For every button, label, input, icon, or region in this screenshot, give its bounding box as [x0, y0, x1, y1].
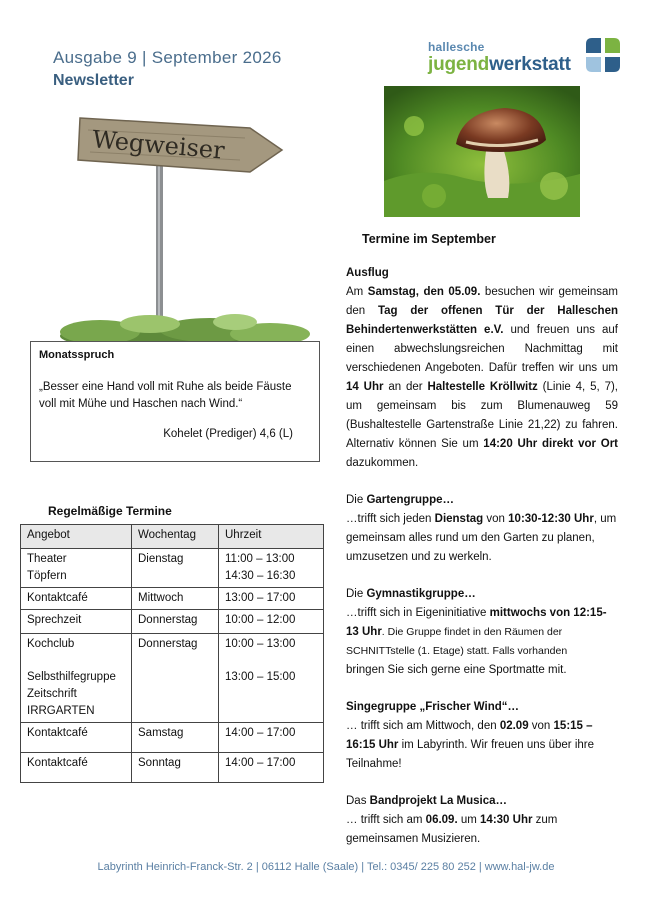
quote-heading: Monatsspruch — [39, 349, 115, 361]
signpost-text: Wegweiser — [91, 125, 226, 165]
time-range: 14:00 – 17:00 — [219, 723, 324, 753]
offer-name: Selbsthilfegruppe — [27, 671, 116, 683]
logo-line2: jugendwerkstatt — [428, 54, 571, 75]
signpost-illustration — [60, 110, 320, 342]
column-header: Wochentag — [132, 525, 219, 549]
time-range: 10:00 – 13:00 — [225, 638, 296, 650]
offer-name: Kochclub — [27, 638, 75, 650]
weekday-cell: Mittwoch — [132, 588, 219, 610]
quote-source: Kohelet (Prediger) 4,6 (L) — [163, 428, 293, 440]
weekday-cell: Sonntag — [132, 753, 219, 783]
offer-name: Töpfern — [27, 570, 67, 582]
offer-name: Sprechzeit — [21, 610, 132, 634]
mushroom-photo — [384, 86, 580, 217]
issue-line: Ausgabe 9 | September 2026 — [53, 48, 282, 67]
event-text-ausflug: Am Samstag, den 05.09. besuchen wir gemeinsam den Tag der offenen Tür der Halleschen Behindertenwerkstätten e.V. und freuen uns auf einen abwechslungsreichen Nachmittag mit verschiedenen Angeboten. Dafür treffen wir uns um 14 Uhr an der Haltestelle Kröllwitz (Linie 4, 5, 7), um gemeinsam bis zum Blumenauweg 59 (Bushaltestelle Gartenstraße Linie 21,22) zu fahren. Alternativ können Sie um 14:20 Uhr direkt vor Ort dazukommen. — [346, 286, 618, 469]
offer-name: Kontaktcafé — [21, 723, 132, 753]
event-title-ausflug: Ausflug — [346, 267, 389, 279]
time-range: 11:00 – 13:00 — [225, 553, 295, 565]
offer-name: Kontaktcafé — [21, 753, 132, 783]
offer-name: Kontaktcafé — [21, 588, 132, 610]
table-row — [21, 723, 324, 753]
time-range: 10:00 – 12:00 — [219, 610, 324, 634]
event-text-gymnastik: …trifft sich in Eigeninitiative mittwochs von 12:15-13 Uhr. Die Gruppe findet in den Räumen der SCHNITTstelle (1. Etage) statt. Falls vorhanden bringen Sie sich gerne eine Sportmatte mit. — [346, 607, 607, 676]
september-events — [346, 264, 618, 867]
weekday-cell: Donnerstag — [132, 634, 219, 723]
time-range: 14:00 – 17:00 — [219, 753, 324, 783]
footer-contact: Labyrinth Heinrich-Franck-Str. 2 | 06112 Halle (Saale) | Tel.: 0345/ 225 80 252 | www.hal-jw.de — [97, 861, 555, 873]
logo-line1: hallesche — [428, 40, 485, 54]
table-row — [21, 588, 324, 610]
regular-dates-table — [20, 524, 324, 783]
event-text-band: … trifft sich am 06.09. um 14:30 Uhr zum gemeinsamen Musizieren. — [346, 814, 558, 845]
event-title-band: Das Bandprojekt La Musica… — [346, 795, 508, 807]
event-title-garten: Die Gartengruppe… — [346, 494, 454, 506]
column-header: Angebot — [21, 525, 132, 549]
column-header: Uhrzeit — [219, 525, 324, 549]
table-row — [21, 610, 324, 634]
offer-name: IRRGARTEN — [27, 705, 95, 717]
event-text-singegruppe: … trifft sich am Mittwoch, den 02.09 von 15:15 – 16:15 Uhr im Labyrinth. Wir freuen uns über ihre Teilnahme! — [346, 720, 595, 770]
regular-dates-heading: Regelmäßige Termine — [48, 504, 172, 518]
organization-logo — [426, 36, 626, 80]
time-range: 13:00 – 15:00 — [225, 671, 296, 683]
table-row — [21, 634, 324, 723]
monthly-quote-box — [30, 341, 320, 462]
logo-mark-icon — [584, 36, 622, 74]
event-text-garten: …trifft sich jeden Dienstag von 10:30-12:30 Uhr, um gemeinsam alles rund um den Garten zu planen, umzusetzen und zu werkeln. — [346, 513, 617, 563]
event-title-singegruppe: Singegruppe „Frischer Wind“… — [346, 701, 520, 713]
time-range: 13:00 – 17:00 — [219, 588, 324, 610]
weekday-cell: Dienstag — [132, 549, 219, 588]
weekday-cell: Samstag — [132, 723, 219, 753]
table-row — [21, 753, 324, 783]
september-heading: Termine im September — [362, 232, 496, 246]
table-row — [21, 549, 324, 588]
table-header-row — [21, 525, 324, 549]
offer-name: Zeitschrift — [27, 688, 77, 700]
event-title-gymnastik: Die Gymnastikgruppe… — [346, 588, 476, 600]
weekday-cell: Donnerstag — [132, 610, 219, 634]
newsletter-title: Newsletter — [53, 72, 134, 89]
time-range: 14:30 – 16:30 — [225, 570, 296, 582]
quote-text: „Besser eine Hand voll mit Ruhe als beide Fäuste voll mit Mühe und Haschen nach Wind.“ — [39, 381, 292, 410]
offer-name: Theater — [27, 553, 67, 565]
